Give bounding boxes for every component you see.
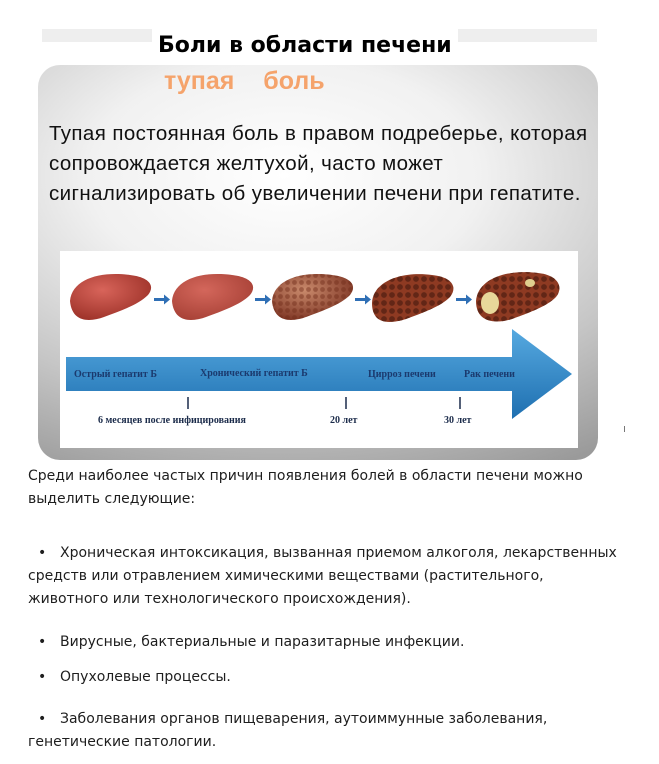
list-item [28,666,628,689]
bullet: • [38,711,47,727]
timeline-label-20-years: 20 лет [330,415,358,426]
liver-illustration [372,274,453,322]
bullet: • [38,669,47,685]
list-item-text: Опухолевые процессы. [60,669,231,685]
slide-text: Тупая постоянная боль в правом подреберье, которая сопровождается желтухой, часто может сигнализировать об увеличении печени при гепатите. [49,122,588,205]
bullet: • [38,545,47,561]
list-item [28,542,628,611]
liver-illustration [172,274,253,320]
liver-illustration [476,272,559,321]
slide-heading: тупая боль [164,67,325,95]
stage-label-cirrhosis: Цирроз печени [368,369,436,380]
liver-progression-diagram [60,251,578,448]
list-item-text: Заболевания органов пищеварения, аутоиммунные заболевания, генетические патологии. [28,711,548,750]
bullet: • [38,634,47,650]
list-item [28,631,628,654]
list-item-text: Хроническая интоксикация, вызванная приемом алкоголя, лекарственных средств или отравлением химическими веществами (растительного, животного или технологического происхождения). [28,545,617,607]
stage-label-acute: Острый гепатит Б [74,369,157,380]
liver-illustration [272,274,353,320]
arrow-right-icon [456,295,472,305]
timeline-label-30-years: 30 лет [444,415,472,426]
page-title: Боли в области печени [152,29,458,63]
arrow-right-icon [154,295,170,305]
list-item [28,708,628,754]
arrow-right-icon [255,295,271,305]
timeline-ticks [188,397,460,409]
list-item-text: Вирусные, бактериальные и паразитарные инфекции. [60,634,465,650]
stage-label-cancer: Рак печени [464,369,515,380]
timeline-label-6-months: 6 месяцев после инфицирования [98,415,246,426]
liver-illustration [70,274,151,320]
edge-mark [624,426,625,432]
stage-label-chronic: Хронический гепатит Б [200,368,308,379]
arrow-right-icon [355,295,371,305]
intro-paragraph: Среди наиболее частых причин появления болей в области печени можно выделить следующие: [28,468,583,507]
slide-image [38,65,598,460]
